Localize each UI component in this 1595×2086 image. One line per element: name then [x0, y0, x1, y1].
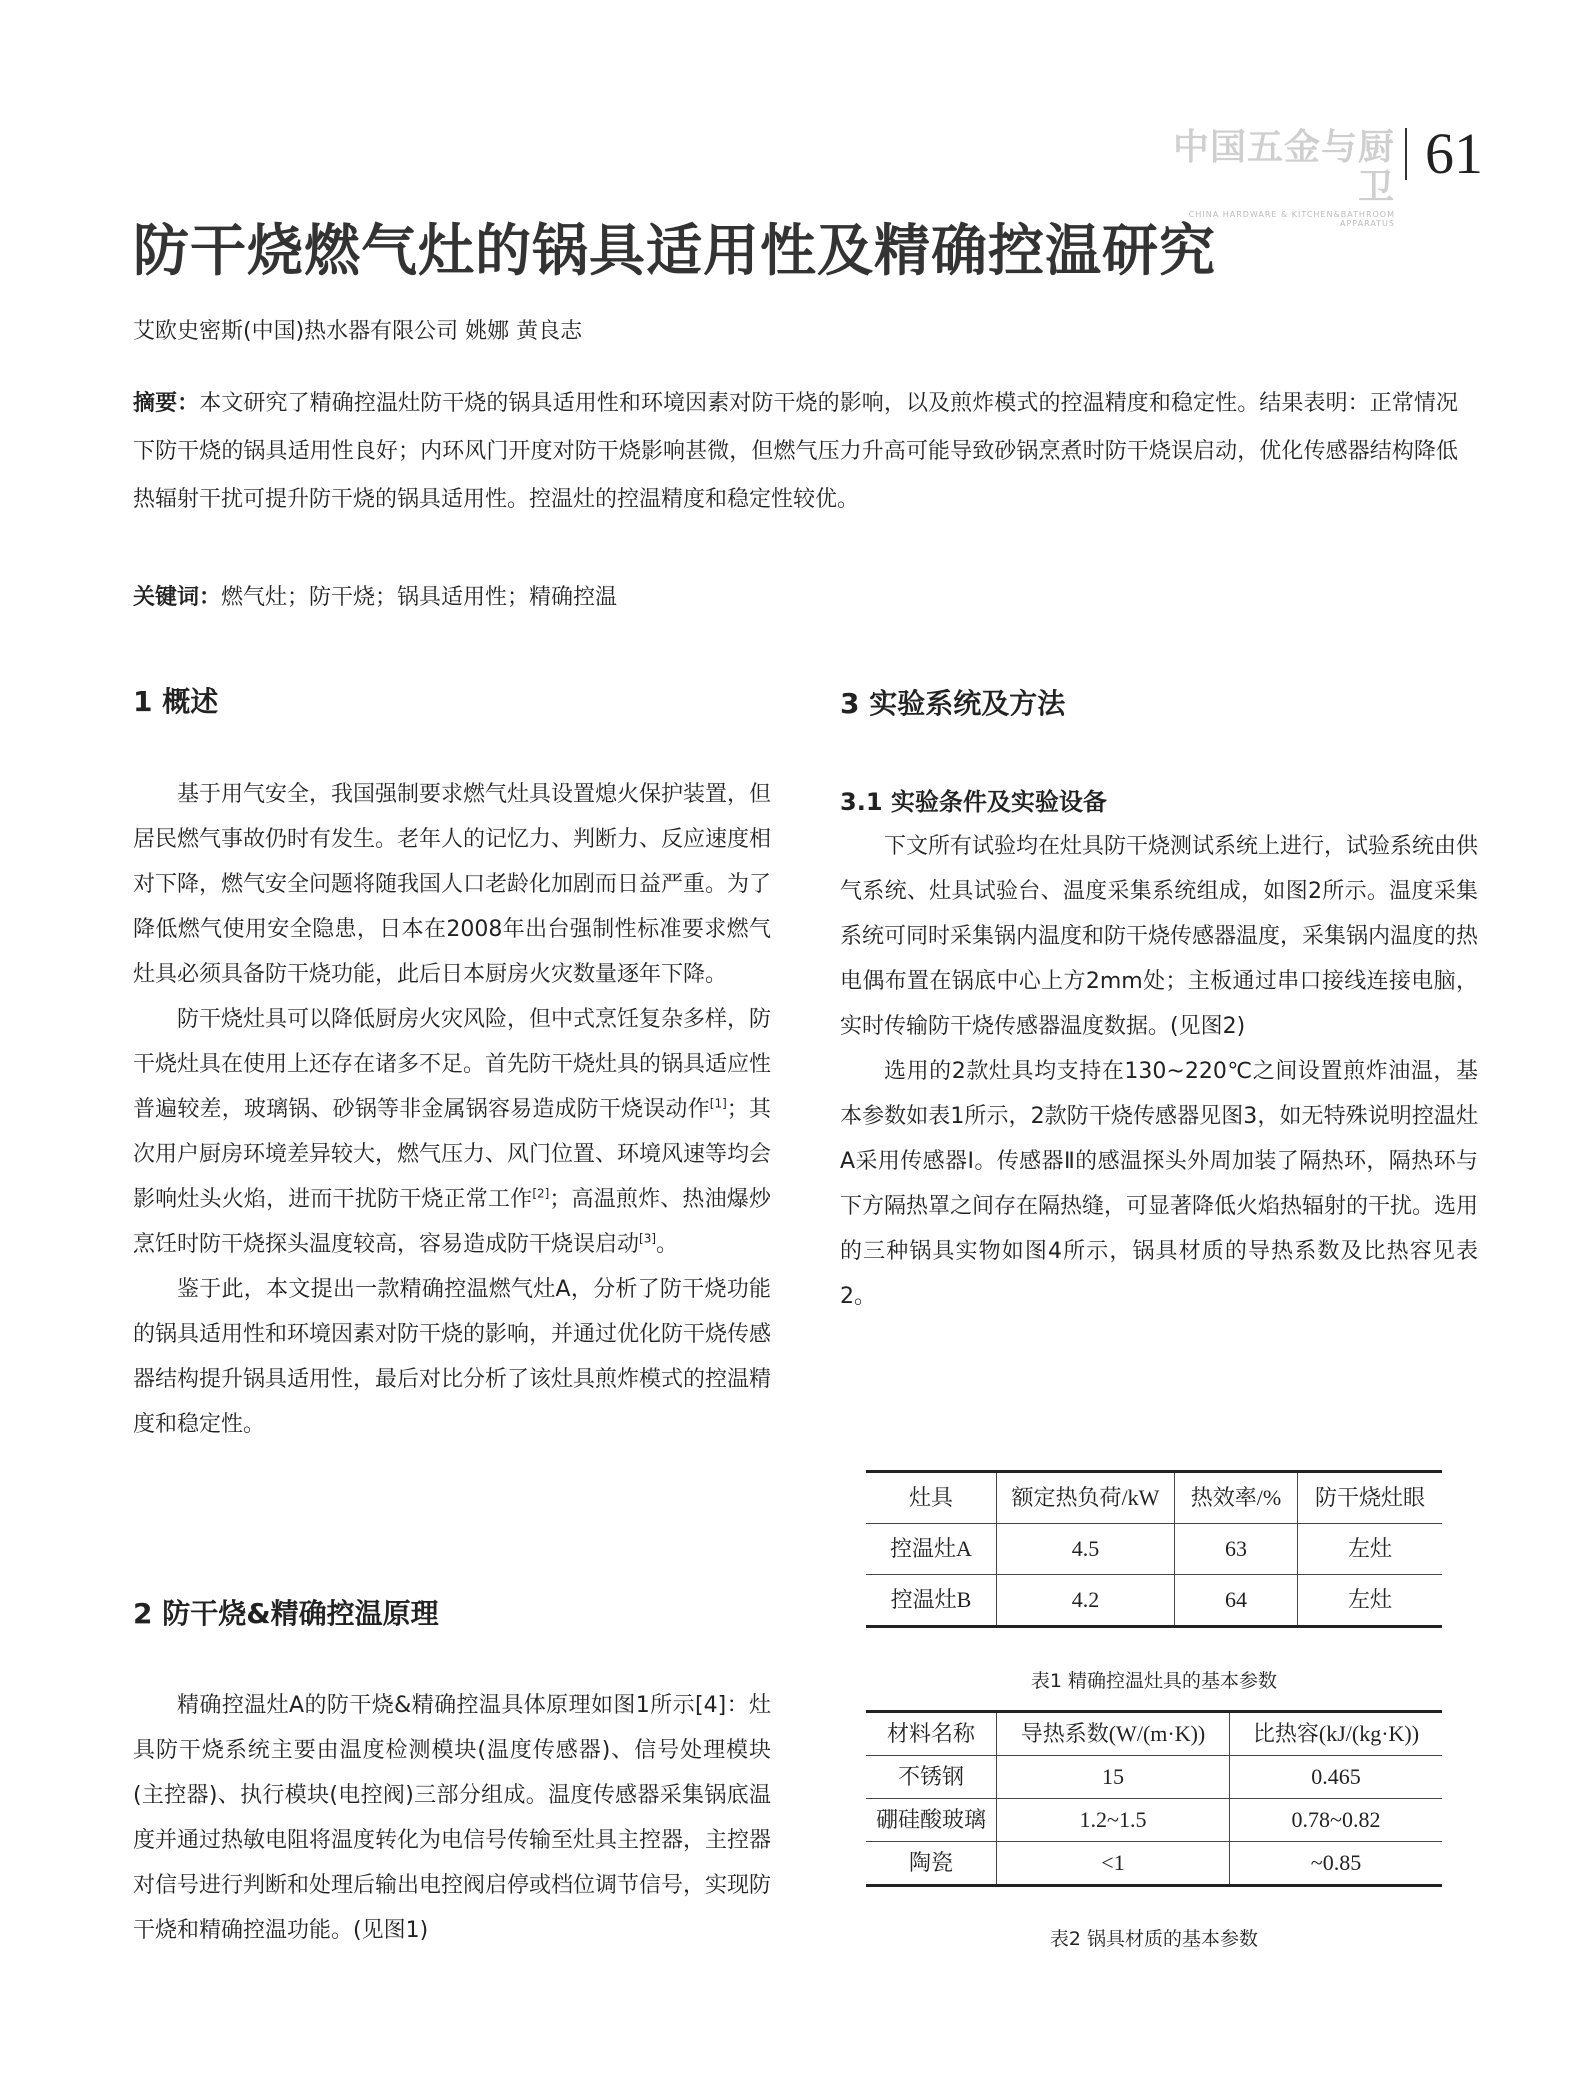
table-cell: 1.2~1.5 — [997, 1799, 1230, 1842]
table-cell: 0.465 — [1230, 1756, 1443, 1799]
table-2 — [866, 1710, 1442, 1887]
table-1-caption: 表1 精确控温灶具的基本参数 — [1030, 1670, 1278, 1692]
table-header-cell: 额定热负荷/kW — [997, 1472, 1175, 1524]
table-header-row — [866, 1712, 1442, 1756]
abstract-label: 摘要： — [133, 391, 200, 416]
table-cell: 控温灶A — [866, 1524, 997, 1575]
abstract-text: 本文研究了精确控温灶防干烧的锅具适用性和环境因素对防干烧的影响，以及煎炸模式的控温精度和稳定性。结果表明：正常情况下防干烧的锅具适用性良好；内环风门开度对防干烧影响甚微，但燃气压力升高可能导致砂锅烹煮时防干烧误启动，优化传感器结构降低热辐射干扰可提升防干烧的锅具适用性。控温灶的控温精度和稳定性较优。 — [133, 391, 1458, 512]
table-1 — [866, 1470, 1442, 1628]
paragraph: 下文所有试验均在灶具防干烧测试系统上进行，试验系统由供气系统、灶具试验台、温度采集系统组成，如图2所示。温度采集系统可同时采集锅内温度和防干烧传感器温度，采集锅内温度的热电偶布置在锅底中心上方2mm处；主板通过串口接线连接电脑，实时传输防干烧传感器温度数据。(见图2) — [840, 834, 1479, 1039]
article-title: 防干烧燃气灶的锅具适用性及精确控温研究 — [133, 219, 1216, 284]
paragraph: 鉴于此，本文提出一款精确控温燃气灶A，分析了防干烧功能的锅具适用性和环境因素对防干烧的影响，并通过优化防干烧传感器结构提升锅具适用性，最后对比分析了该灶具煎炸模式的控温精度和稳定性。 — [133, 1277, 772, 1437]
table-row — [866, 1575, 1442, 1627]
abstract — [133, 380, 1458, 524]
keywords — [133, 574, 1458, 622]
table-header-cell: 热效率/% — [1175, 1472, 1298, 1524]
citation: [1] — [709, 1096, 727, 1111]
paragraph: 精确控温灶A的防干烧&精确控温具体原理如图1所示[4]：灶具防干烧系统主要由温度检测模块(温度传感器)、信号处理模块(主控器)、执行模块(电控阀)三部分组成。温度传感器采集锅底温度并通过热敏电阻将温度转化为电信号传输至灶具主控器，主控器对信号进行判断和处理后输出电控阀启停或档位调节信号，实现防干烧和精确控温功能。(见图1) — [133, 1693, 772, 1943]
table-cell: 左灶 — [1298, 1524, 1443, 1575]
table-row — [866, 1842, 1442, 1886]
table-row — [866, 1524, 1442, 1575]
table-cell: 0.78~0.82 — [1230, 1799, 1443, 1842]
section-3-title: 3 实验系统及方法 — [840, 687, 1066, 720]
table-cell: 不锈钢 — [866, 1756, 997, 1799]
paragraph: 选用的2款灶具均支持在130~220℃之间设置煎炸油温，基本参数如表1所示，2款防干烧传感器见图3，如无特殊说明控温灶A采用传感器Ⅰ。传感器Ⅱ的感温探头外周加装了隔热环，隔热环与下方隔热罩之间存在隔热缝，可显著降低火焰热辐射的干扰。选用的三种锅具实物如图4所示，锅具材质的导热系数及比热容见表2。 — [840, 1059, 1479, 1309]
table-header-cell: 防干烧灶眼 — [1298, 1472, 1443, 1524]
paragraph: 防干烧灶具可以降低厨房火灾风险，但中式烹饪复杂多样，防干烧灶具在使用上还存在诸多不足。首先防干烧灶具的锅具适应性普遍较差，玻璃锅、砂锅等非金属锅容易造成防干烧误动作[1]；其次用户厨房环境差异较大，燃气压力、风门位置、环境风速等均会影响灶头火焰，进而干扰防干烧正常工作[2]；高温煎炸、热油爆炒烹饪时防干烧探头温度较高，容易造成防干烧误启动[3]。 — [133, 1007, 772, 1257]
section-1-title: 1 概述 — [133, 685, 219, 718]
table-cell: 控温灶B — [866, 1575, 997, 1627]
citation: [3] — [639, 1231, 657, 1246]
table-cell: ~0.85 — [1230, 1842, 1443, 1886]
table-row — [866, 1756, 1442, 1799]
table-cell: 左灶 — [1298, 1575, 1443, 1627]
table-2-caption: 表2 锅具材质的基本参数 — [1049, 1928, 1259, 1950]
magazine-subtitle: CHINA HARDWARE & KITCHEN&BATHROOM APPARATUS — [1188, 210, 1395, 228]
header-divider — [1405, 128, 1407, 180]
table-cell: 4.5 — [997, 1524, 1175, 1575]
section-1-body — [133, 772, 771, 1447]
table-cell: 15 — [997, 1756, 1230, 1799]
table-header-cell: 材料名称 — [866, 1712, 997, 1756]
table-cell: <1 — [997, 1842, 1230, 1886]
table-cell: 64 — [1175, 1575, 1298, 1627]
section-2-title: 2 防干烧&精确控温原理 — [133, 1597, 439, 1630]
table-header-cell: 导热系数(W/(m·K)) — [997, 1712, 1230, 1756]
table-cell: 陶瓷 — [866, 1842, 997, 1886]
section-3-1-title: 3.1 实验条件及实验设备 — [840, 788, 1107, 816]
table-cell: 63 — [1175, 1524, 1298, 1575]
article-authors: 艾欧史密斯(中国)热水器有限公司 姚娜 黄良志 — [133, 319, 583, 344]
table-cell: 硼硅酸玻璃 — [866, 1799, 997, 1842]
citation: [2] — [532, 1186, 550, 1201]
table-header-row — [866, 1472, 1442, 1524]
table-cell: 4.2 — [997, 1575, 1175, 1627]
paragraph: 基于用气安全，我国强制要求燃气灶具设置熄火保护装置，但居民燃气事故仍时有发生。老年人的记忆力、判断力、反应速度相对下降，燃气安全问题将随我国人口老龄化加剧而日益严重。为了降低燃气使用安全隐患，日本在2008年出台强制性标准要求燃气灶具必须具备防干烧功能，此后日本厨房火灾数量逐年下降。 — [133, 782, 772, 987]
table-header-cell: 灶具 — [866, 1472, 997, 1524]
table-row — [866, 1799, 1442, 1842]
keywords-text: 燃气灶；防干烧；锅具适用性；精确控温 — [221, 585, 618, 610]
section-2-body — [133, 1683, 771, 1953]
table-header-cell: 比热容(kJ/(kg·K)) — [1230, 1712, 1443, 1756]
keywords-label: 关键词： — [133, 585, 222, 610]
section-3-1-body — [840, 824, 1478, 1319]
page-number: 61 — [1425, 121, 1483, 186]
magazine-logo: 中国五金与厨卫 — [1172, 127, 1395, 208]
